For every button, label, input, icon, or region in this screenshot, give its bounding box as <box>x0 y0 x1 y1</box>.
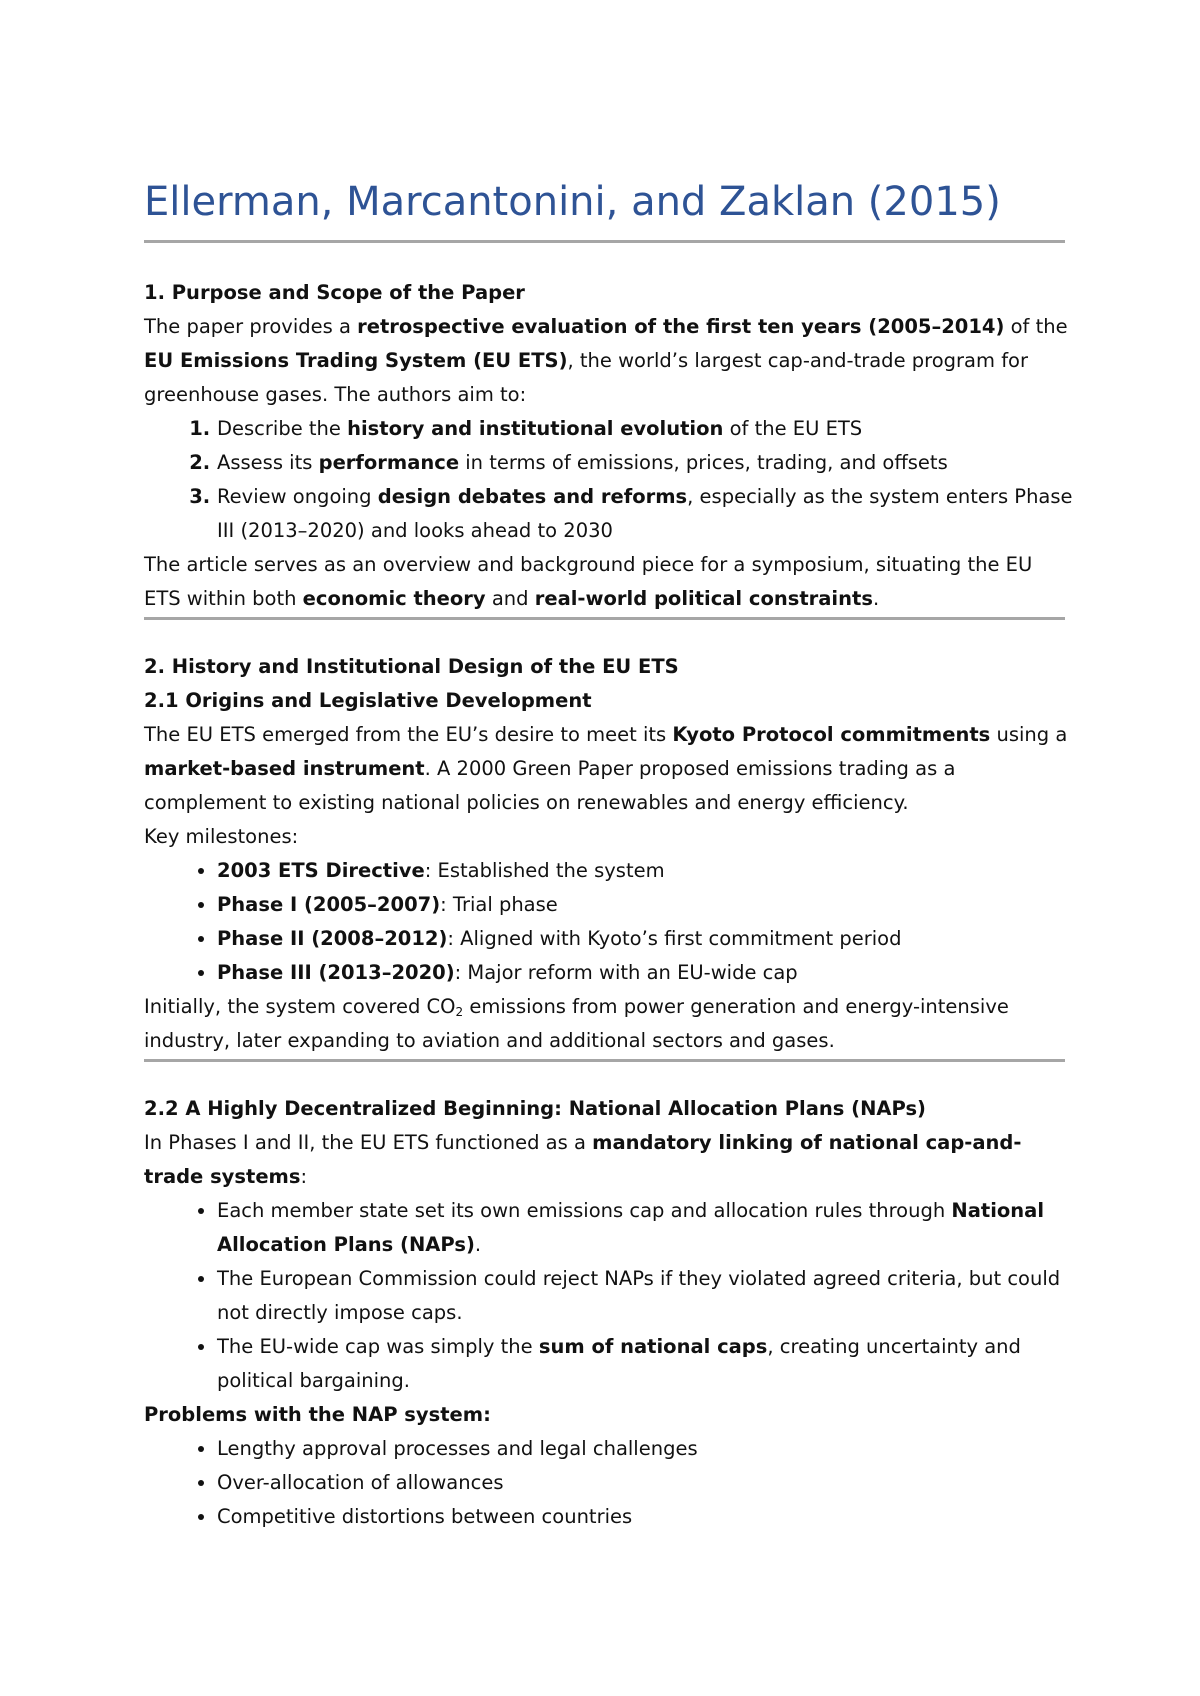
section-1 <box>144 276 1074 616</box>
list-item: • Competitive distortions between countries <box>217 1500 1074 1534</box>
list-item: • The European Commission could reject NAPs if they violated agreed criteria, but could not directly impose caps. <box>217 1262 1074 1330</box>
aims-list <box>144 412 1074 548</box>
list-item: • Phase I (2005–2007): Trial phase <box>217 888 1074 922</box>
list-item: 2. Assess its performance in terms of emissions, prices, trading, and offsets <box>217 446 1074 480</box>
nap-points-list <box>144 1194 1074 1398</box>
subsection-2-2 <box>144 1092 1074 1534</box>
list-item: 3. Review ongoing design debates and reforms, especially as the system enters Phase III (2013–2020) and looks ahead to 2030 <box>217 480 1074 548</box>
title-underline <box>144 240 1065 243</box>
section-1-closing: The article serves as an overview and background piece for a symposium, situating the EU ETS within both economic theory and real-world political constraints. <box>144 553 1033 610</box>
section-1-heading: 1. Purpose and Scope of the Paper <box>144 281 525 304</box>
list-item: • Lengthy approval processes and legal challenges <box>217 1432 1074 1466</box>
section-divider <box>144 617 1065 620</box>
list-item: • Each member state set its own emissions cap and allocation rules through National Allocation Plans (NAPs). <box>217 1194 1074 1262</box>
section-divider <box>144 1059 1065 1062</box>
section-2 <box>144 650 1074 1058</box>
section-2-heading: 2. History and Institutional Design of the EU ETS <box>144 655 679 678</box>
milestones-label: Key milestones: <box>144 825 299 848</box>
list-item: • Over-allocation of allowances <box>217 1466 1074 1500</box>
coverage-text: Initially, the system covered $CO_2$ emissions from power generation and energy-intensive industry, later expanding to aviation and additional sectors and gases. <box>144 995 1009 1052</box>
document-title: Ellerman, Marcantonini, and Zaklan (2015) <box>144 179 1001 225</box>
list-item: • Phase II (2008–2012): Aligned with Kyoto’s first commitment period <box>217 922 1074 956</box>
list-item: • Phase III (2013–2020): Major reform with an EU-wide cap <box>217 956 1074 990</box>
list-item: • The EU-wide cap was simply the sum of national caps, creating uncertainty and political bargaining. <box>217 1330 1074 1398</box>
subsection-2-2-intro: In Phases I and II, the EU ETS functioned as a mandatory linking of national cap-and-trade systems: <box>144 1131 1022 1188</box>
subsection-2-1-heading: 2.1 Origins and Legislative Development <box>144 689 592 712</box>
section-1-intro: The paper provides a retrospective evaluation of the first ten years (2005–2014) of the EU Emissions Trading System (EU ETS), the world’s largest cap-and-trade program for greenhouse gases. The authors aim to: <box>144 315 1068 406</box>
milestones-list <box>144 854 1074 990</box>
subsection-2-2-heading: 2.2 A Highly Decentralized Beginning: National Allocation Plans (NAPs) <box>144 1097 926 1120</box>
problems-heading: Problems with the NAP system: <box>144 1403 491 1426</box>
problems-list <box>144 1432 1074 1534</box>
list-item: 1. Describe the history and institutional evolution of the EU ETS <box>217 412 1074 446</box>
list-item: • 2003 ETS Directive: Established the system <box>217 854 1074 888</box>
subsection-2-1-intro: The EU ETS emerged from the EU’s desire to meet its Kyoto Protocol commitments using a market-based instrument. A 2000 Green Paper proposed emissions trading as a complement to existing national policies on renewables and energy efficiency. <box>144 723 1068 814</box>
